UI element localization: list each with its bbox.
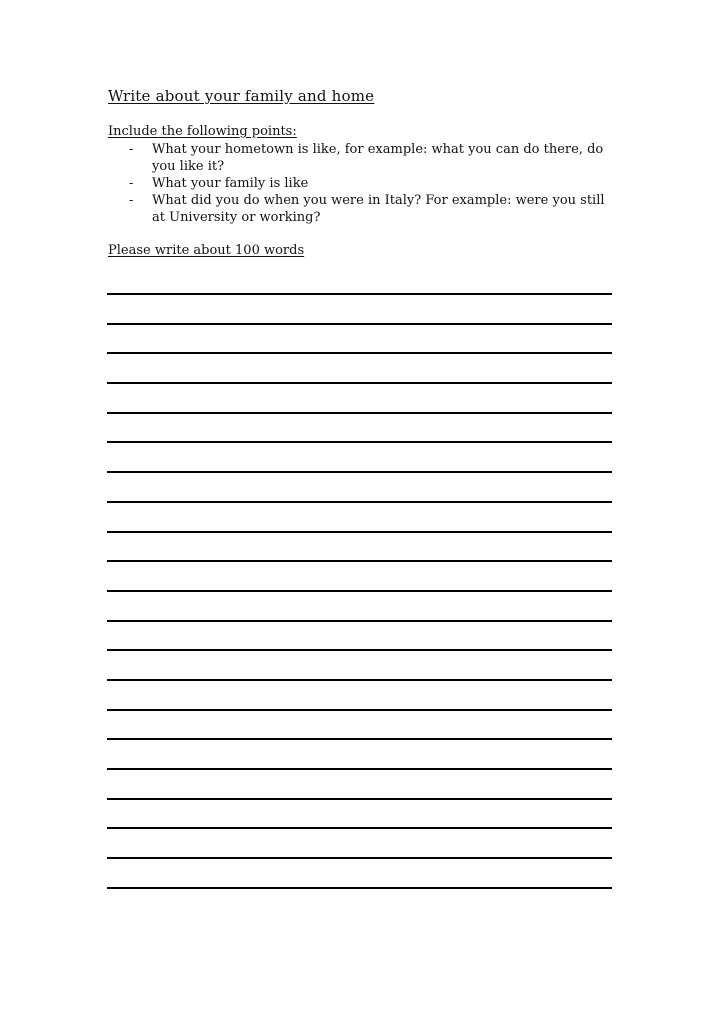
writing-line[interactable] <box>107 352 612 382</box>
point-text: What your family is like <box>152 176 309 191</box>
writing-line[interactable] <box>107 738 612 768</box>
worksheet-title: Write about your family and home <box>108 87 375 105</box>
writing-line[interactable] <box>107 798 612 828</box>
dash-marker: - <box>129 142 134 157</box>
word-count-instruction: Please write about 100 words <box>108 243 305 258</box>
dash-marker: - <box>129 176 134 191</box>
point-text: What your hometown is like, for example: what you can do there, do you like it? <box>152 142 604 174</box>
writing-line[interactable] <box>107 501 612 531</box>
point-text: What did you do when you were in Italy? For example: were you still at University or working? <box>152 193 605 225</box>
writing-line[interactable] <box>107 441 612 471</box>
writing-line[interactable] <box>107 679 612 709</box>
writing-line[interactable] <box>107 412 612 442</box>
writing-line[interactable] <box>107 560 612 590</box>
writing-line[interactable] <box>107 649 612 679</box>
points-list <box>108 141 608 226</box>
writing-lines-area[interactable] <box>107 293 612 916</box>
point-italy <box>108 192 608 226</box>
writing-line[interactable] <box>107 323 612 353</box>
writing-line[interactable] <box>107 590 612 620</box>
writing-line[interactable] <box>107 709 612 739</box>
writing-line[interactable] <box>107 531 612 561</box>
writing-line[interactable] <box>107 293 612 323</box>
writing-line[interactable] <box>107 887 612 917</box>
writing-line[interactable] <box>107 827 612 857</box>
writing-line[interactable] <box>107 382 612 412</box>
writing-line[interactable] <box>107 768 612 798</box>
points-intro: Include the following points: <box>108 124 297 139</box>
dash-marker: - <box>129 193 134 208</box>
writing-line[interactable] <box>107 620 612 650</box>
writing-line[interactable] <box>107 857 612 887</box>
writing-line[interactable] <box>107 471 612 501</box>
point-hometown <box>108 141 608 175</box>
point-family <box>108 175 608 192</box>
